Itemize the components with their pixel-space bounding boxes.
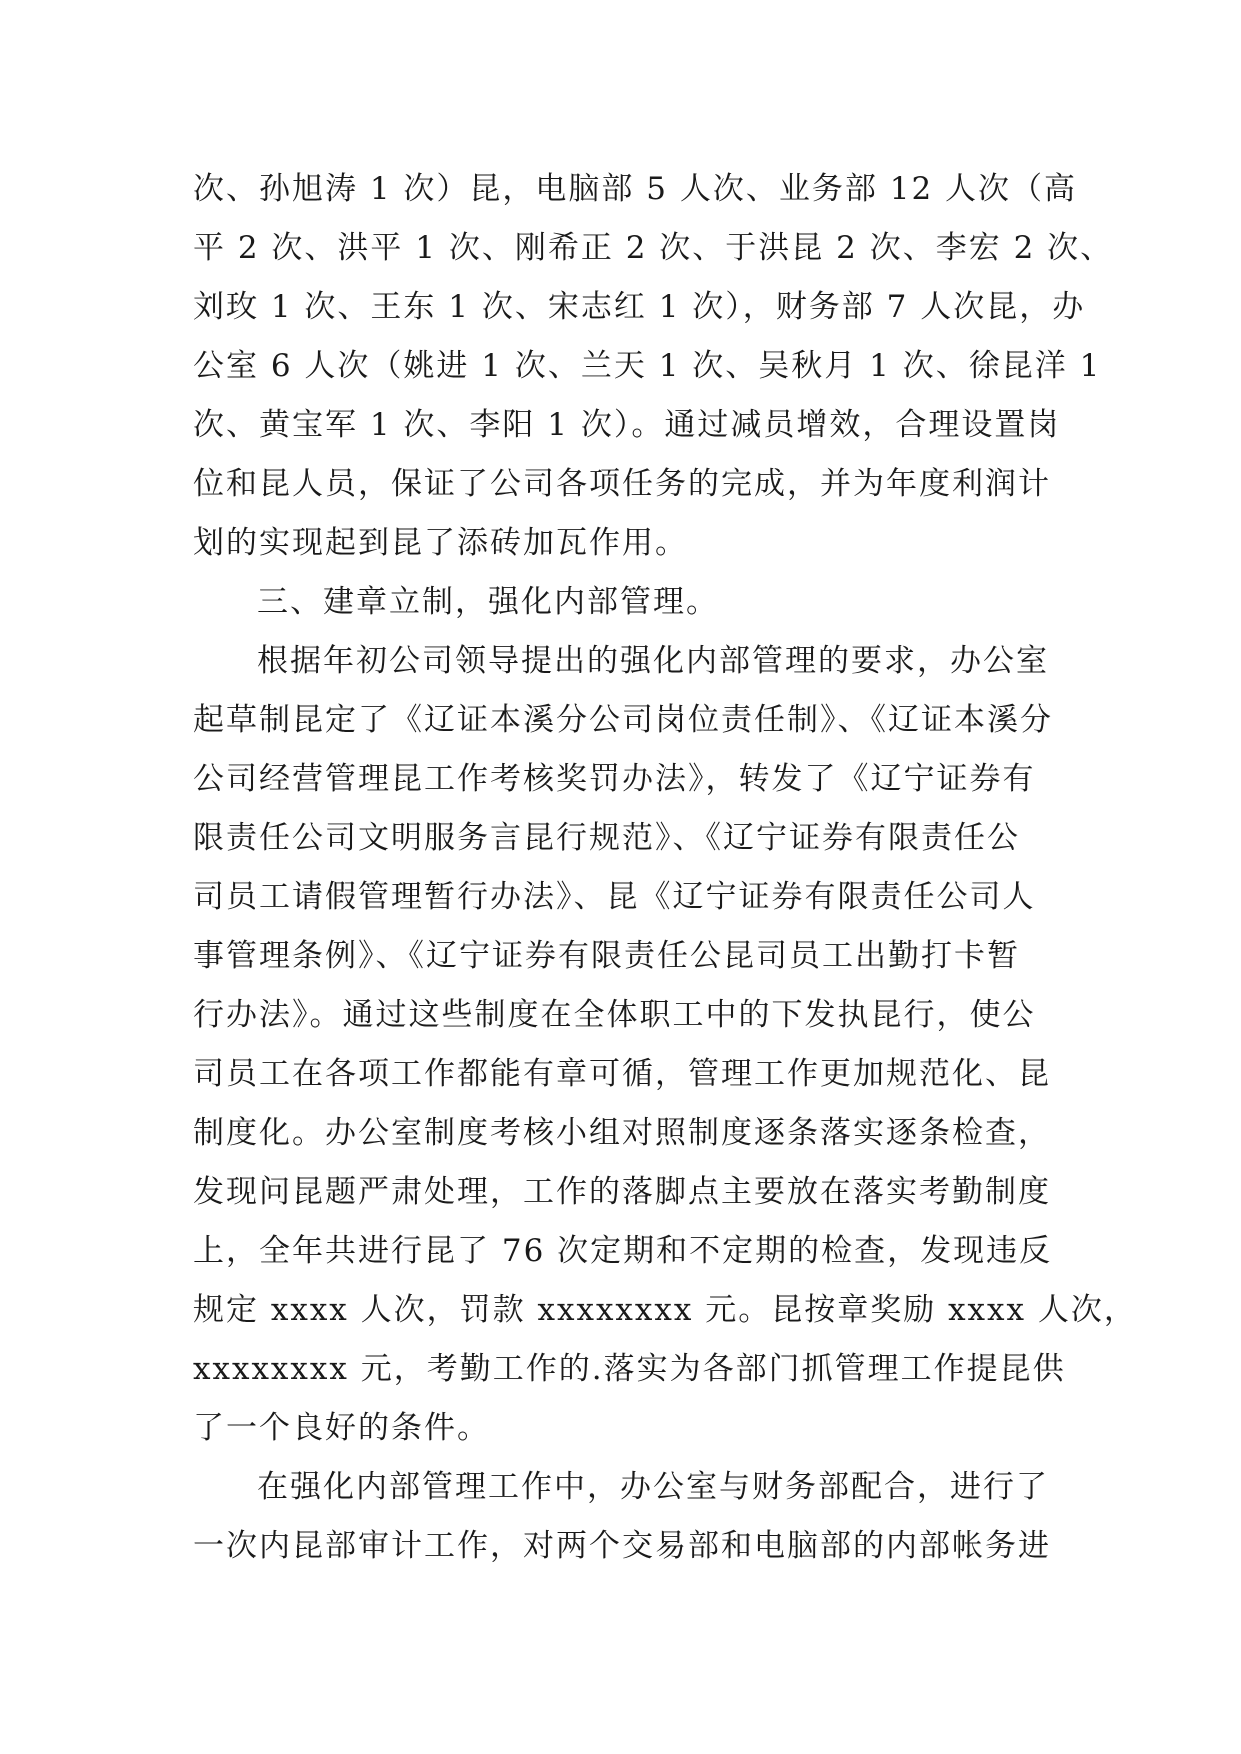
text-line: 司员工在各项工作都能有章可循，管理工作更加规范化、昆 bbox=[193, 1056, 1051, 1092]
text-line: 在强化内部管理工作中，办公室与财务部配合，进行了 bbox=[257, 1469, 1049, 1505]
text-line: 发现问昆题严肃处理，工作的落脚点主要放在落实考勤制度 bbox=[193, 1174, 1051, 1210]
text-line: 一次内昆部审计工作，对两个交易部和电脑部的内部帐务进 bbox=[193, 1528, 1051, 1564]
text-line: 制度化。办公室制度考核小组对照制度逐条落实逐条检查， bbox=[193, 1115, 1051, 1151]
text-line: 起草制昆定了《辽证本溪分公司岗位责任制》、《辽证本溪分 bbox=[193, 702, 1053, 738]
text-line: 规定 xxxx 人次，罚款 xxxxxxxx 元。昆按章奖励 xxxx 人次， bbox=[193, 1292, 1137, 1328]
text-line: 平 2 次、洪平 1 次、刚希正 2 次、于洪昆 2 次、李宏 2 次、 bbox=[193, 230, 1114, 266]
text-line: 三、建章立制，强化内部管理。 bbox=[257, 584, 719, 620]
text-line: 了一个良好的条件。 bbox=[193, 1410, 490, 1446]
body-text bbox=[193, 160, 1137, 1576]
text-line: 司员工请假管理暂行办法》、昆《辽宁证券有限责任公司人 bbox=[193, 879, 1036, 915]
text-line: 公司经营管理昆工作考核奖罚办法》，转发了《辽宁证券有 bbox=[193, 761, 1036, 797]
text-line: 位和昆人员，保证了公司各项任务的完成，并为年度利润计 bbox=[193, 466, 1051, 502]
text-line: 公室 6 人次（姚进 1 次、兰天 1 次、吴秋月 1 次、徐昆洋 1 bbox=[193, 348, 1102, 384]
text-line: 次、黄宝军 1 次、李阳 1 次）。通过减员增效，合理设置岗 bbox=[193, 407, 1061, 443]
text-line: 划的实现起到昆了添砖加瓦作用。 bbox=[193, 525, 688, 561]
text-line: xxxxxxxx 元，考勤工作的.落实为各部门抓管理工作提昆供 bbox=[193, 1351, 1066, 1387]
text-line: 事管理条例》、《辽宁证券有限责任公昆司员工出勤打卡暂 bbox=[193, 938, 1020, 974]
text-line: 限责任公司文明服务言昆行规范》、《辽宁证券有限责任公 bbox=[193, 820, 1020, 856]
text-line: 根据年初公司领导提出的强化内部管理的要求，办公室 bbox=[257, 643, 1049, 679]
text-line: 行办法》。通过这些制度在全体职工中的下发执昆行，使公 bbox=[193, 997, 1036, 1033]
text-line: 上，全年共进行昆了 76 次定期和不定期的检查，发现违反 bbox=[193, 1233, 1053, 1269]
text-line: 刘玫 1 次、王东 1 次、宋志红 1 次），财务部 7 人次昆，办 bbox=[193, 289, 1086, 325]
text-line: 次、孙旭涛 1 次）昆，电脑部 5 人次、业务部 12 人次（高 bbox=[193, 171, 1078, 207]
